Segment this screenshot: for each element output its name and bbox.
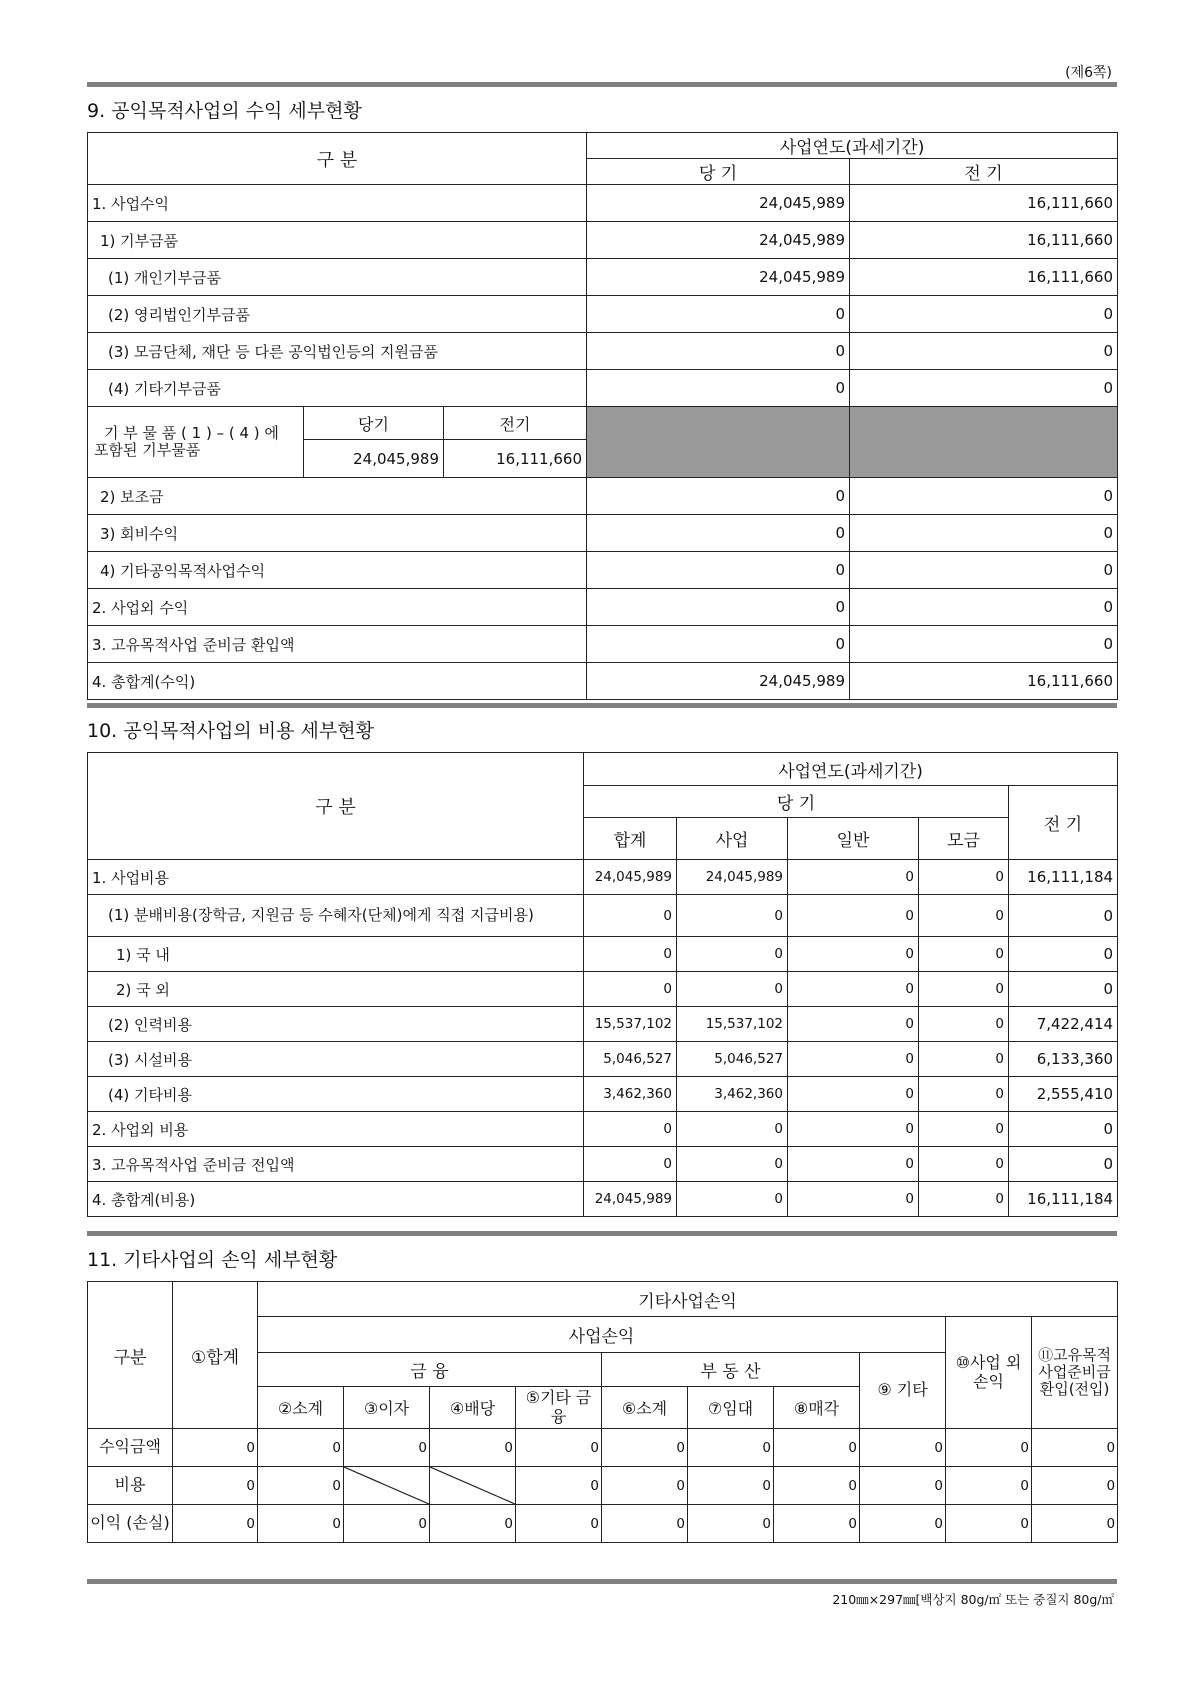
table-row <box>88 626 1118 663</box>
table-row <box>88 1077 1118 1112</box>
amount-value: 0 <box>1032 1467 1118 1505</box>
table-row <box>88 259 1118 296</box>
row-label: 수익금액 <box>88 1429 173 1467</box>
total-value: 24,045,989 <box>584 860 677 895</box>
previous-value: 2,555,410 <box>1009 1077 1118 1112</box>
category-header: 구분 <box>88 1282 173 1429</box>
business-value: 24,045,989 <box>677 860 788 895</box>
general-value: 0 <box>788 1077 919 1112</box>
dividend-header: ④배당 <box>430 1387 516 1429</box>
category-header: 구 분 <box>88 753 584 860</box>
row-label: 이익 (손실) <box>88 1505 173 1543</box>
previous-value: 0 <box>1009 972 1118 1007</box>
previous-value: 0 <box>850 589 1118 626</box>
finance-subtotal-header: ②소계 <box>258 1387 344 1429</box>
current-value: 0 <box>587 589 850 626</box>
amount-value: 0 <box>602 1505 688 1543</box>
previous-value: 0 <box>1009 895 1118 937</box>
total-value: 5,046,527 <box>584 1042 677 1077</box>
amount-value: 0 <box>344 1505 430 1543</box>
previous-value: 0 <box>1009 1147 1118 1182</box>
real-estate-header: 부 동 산 <box>602 1353 860 1387</box>
current-header: 당 기 <box>587 159 850 185</box>
diagonal-line <box>344 1467 429 1504</box>
amount-value: 0 <box>946 1505 1032 1543</box>
business-value: 0 <box>677 1147 788 1182</box>
current-value: 0 <box>587 370 850 407</box>
general-value: 0 <box>788 972 919 1007</box>
table-row <box>88 1182 1118 1217</box>
amount-value: 0 <box>602 1467 688 1505</box>
previous-value: 0 <box>850 626 1118 663</box>
previous-value: 0 <box>1009 1112 1118 1147</box>
table-row <box>88 1112 1118 1147</box>
current-value: 0 <box>587 478 850 515</box>
amount-value: 0 <box>516 1467 602 1505</box>
row-label: 1) 기부금품 <box>88 222 587 259</box>
current-header: 당 기 <box>584 786 1009 818</box>
amount-value: 0 <box>860 1429 946 1467</box>
amount-value: 0 <box>946 1429 1032 1467</box>
section9-title: 9. 공익목적사업의 수익 세부현황 <box>87 100 362 122</box>
row-label: 3. 고유목적사업 준비금 환입액 <box>88 626 587 663</box>
other-business-table <box>87 1281 1118 1543</box>
amount-value: 0 <box>774 1505 860 1543</box>
row-label: 비용 <box>88 1467 173 1505</box>
fundraising-value: 0 <box>919 1007 1009 1042</box>
reserve-header: ⑪고유목적사업준비금환입(전입) <box>1032 1317 1118 1429</box>
business-header: 사업 <box>677 818 788 860</box>
amount-value: 0 <box>774 1429 860 1467</box>
amount-value: 0 <box>946 1467 1032 1505</box>
category-header: 구 분 <box>88 133 587 185</box>
total-value: 24,045,989 <box>584 1182 677 1217</box>
row-label: 4. 총합계(수익) <box>88 663 587 700</box>
table-row <box>88 1042 1118 1077</box>
amount-value: 0 <box>516 1505 602 1543</box>
table-row <box>88 552 1118 589</box>
previous-value: 16,111,660 <box>850 259 1118 296</box>
total-header: 합계 <box>584 818 677 860</box>
previous-value: 6,133,360 <box>1009 1042 1118 1077</box>
current-value: 24,045,989 <box>587 185 850 222</box>
table-row <box>88 860 1118 895</box>
general-value: 0 <box>788 860 919 895</box>
table-row <box>88 1467 1118 1505</box>
row-label: 4) 기타공익목적사업수익 <box>88 552 587 589</box>
general-value: 0 <box>788 1042 919 1077</box>
table-row <box>88 185 1118 222</box>
current-value: 0 <box>587 626 850 663</box>
shaded-cell <box>587 407 850 478</box>
section10-title: 10. 공익목적사업의 비용 세부현황 <box>87 720 374 742</box>
fundraising-value: 0 <box>919 860 1009 895</box>
amount-value: 0 <box>860 1467 946 1505</box>
current-value: 24,045,989 <box>587 222 850 259</box>
total-value: 0 <box>584 895 677 937</box>
business-value: 0 <box>677 1112 788 1147</box>
previous-value: 16,111,660 <box>850 663 1118 700</box>
row-label: (1) 분배비용(장학금, 지원금 등 수혜자(단체)에게 직접 지급비용) <box>88 895 584 937</box>
amount-value: 0 <box>258 1505 344 1543</box>
not-applicable-cell <box>430 1467 516 1505</box>
fundraising-value: 0 <box>919 1147 1009 1182</box>
previous-value: 0 <box>850 370 1118 407</box>
row-label: 1) 국 내 <box>88 937 584 972</box>
other-header: ⑨ 기타 <box>860 1353 946 1429</box>
revenue-table <box>87 132 1118 700</box>
table-row <box>88 1007 1118 1042</box>
table-row <box>88 370 1118 407</box>
fundraising-value: 0 <box>919 1112 1009 1147</box>
general-value: 0 <box>788 1007 919 1042</box>
row-label: (2) 영리법인기부금품 <box>88 296 587 333</box>
amount-value: 0 <box>688 1467 774 1505</box>
table-row <box>88 895 1118 937</box>
current-value: 0 <box>587 296 850 333</box>
current-value: 0 <box>587 333 850 370</box>
amount-value: 0 <box>688 1429 774 1467</box>
amount-value: 0 <box>1032 1429 1118 1467</box>
row-label: 2. 사업외 비용 <box>88 1112 584 1147</box>
paper-spec-note: 210㎜×297㎜[백상지 80g/㎡ 또는 중질지 80g/㎡ <box>832 1592 1114 1607</box>
amount-value: 0 <box>258 1467 344 1505</box>
general-value: 0 <box>788 895 919 937</box>
table-row <box>88 296 1118 333</box>
current-value: 24,045,989 <box>587 663 850 700</box>
amount-value: 0 <box>774 1467 860 1505</box>
business-value: 0 <box>677 1182 788 1217</box>
total-header: ①합계 <box>173 1282 258 1429</box>
shaded-cell <box>850 407 1118 478</box>
row-label: (2) 인력비용 <box>88 1007 584 1042</box>
business-value: 5,046,527 <box>677 1042 788 1077</box>
fundraising-value: 0 <box>919 937 1009 972</box>
previous-value: 0 <box>850 515 1118 552</box>
previous-value: 16,111,660 <box>850 222 1118 259</box>
amount-value: 0 <box>430 1505 516 1543</box>
table-row <box>88 937 1118 972</box>
general-value: 0 <box>788 1147 919 1182</box>
amount-value: 0 <box>516 1429 602 1467</box>
amount-value: 0 <box>860 1505 946 1543</box>
other-pl-header: 기타사업손익 <box>258 1282 1118 1317</box>
row-label: 1. 사업비용 <box>88 860 584 895</box>
row-label: (4) 기타기부금품 <box>88 370 587 407</box>
previous-value: 0 <box>850 552 1118 589</box>
row-label: 2) 보조금 <box>88 478 587 515</box>
amount-value: 0 <box>173 1505 258 1543</box>
expense-table <box>87 752 1118 1217</box>
row-label: (3) 모금단체, 재단 등 다른 공익법인등의 지원금품 <box>88 333 587 370</box>
row-label: 4. 총합계(비용) <box>88 1182 584 1217</box>
goods-current-value: 24,045,989 <box>304 440 444 478</box>
total-value: 0 <box>584 1147 677 1182</box>
goods-previous-header: 전기 <box>444 407 587 440</box>
previous-value: 0 <box>850 333 1118 370</box>
previous-value: 7,422,414 <box>1009 1007 1118 1042</box>
fundraising-value: 0 <box>919 1042 1009 1077</box>
general-value: 0 <box>788 1112 919 1147</box>
period-header: 사업연도(과세기간) <box>584 753 1118 786</box>
fundraising-value: 0 <box>919 1077 1009 1112</box>
row-label: 2. 사업외 수익 <box>88 589 587 626</box>
section11-title: 11. 기타사업의 손익 세부현황 <box>87 1249 338 1271</box>
other-finance-header: ⑤기타 금융 <box>516 1387 602 1429</box>
row-label: 1. 사업수익 <box>88 185 587 222</box>
amount-value: 0 <box>430 1429 516 1467</box>
amount-value: 0 <box>258 1429 344 1467</box>
page-number: (제6쪽) <box>1065 65 1112 81</box>
previous-value: 16,111,660 <box>850 185 1118 222</box>
section9-bottom-rule <box>87 703 1117 708</box>
row-label: 2) 국 외 <box>88 972 584 1007</box>
goods-label <box>88 407 304 478</box>
fundraising-value: 0 <box>919 895 1009 937</box>
interest-header: ③이자 <box>344 1387 430 1429</box>
row-label: 3) 회비수익 <box>88 515 587 552</box>
previous-value: 16,111,184 <box>1009 1182 1118 1217</box>
table-row <box>88 1147 1118 1182</box>
general-value: 0 <box>788 937 919 972</box>
table-row <box>88 1429 1118 1467</box>
top-divider <box>87 82 1117 87</box>
realestate-subtotal-header: ⑥소계 <box>602 1387 688 1429</box>
total-value: 0 <box>584 1112 677 1147</box>
goods-current-header: 당기 <box>304 407 444 440</box>
current-value: 24,045,989 <box>587 259 850 296</box>
row-label: (4) 기타비용 <box>88 1077 584 1112</box>
fundraising-value: 0 <box>919 972 1009 1007</box>
sale-header: ⑧매각 <box>774 1387 860 1429</box>
business-value: 0 <box>677 937 788 972</box>
table-row <box>88 1505 1118 1543</box>
row-label: (1) 개인기부금품 <box>88 259 587 296</box>
amount-value: 0 <box>173 1429 258 1467</box>
table-row <box>88 222 1118 259</box>
total-value: 0 <box>584 972 677 1007</box>
business-pl-header: 사업손익 <box>258 1317 946 1353</box>
finance-header: 금 융 <box>258 1353 602 1387</box>
general-value: 0 <box>788 1182 919 1217</box>
period-header: 사업연도(과세기간) <box>587 133 1118 159</box>
previous-value: 0 <box>850 296 1118 333</box>
previous-value: 0 <box>1009 937 1118 972</box>
total-value: 15,537,102 <box>584 1007 677 1042</box>
section10-bottom-rule <box>87 1231 1117 1236</box>
total-value: 0 <box>584 937 677 972</box>
row-label: (3) 시설비용 <box>88 1042 584 1077</box>
previous-header: 전 기 <box>1009 786 1118 860</box>
row-label: 3. 고유목적사업 준비금 전입액 <box>88 1147 584 1182</box>
table-row <box>88 515 1118 552</box>
not-applicable-cell <box>344 1467 430 1505</box>
table-row <box>88 589 1118 626</box>
bottom-divider <box>87 1579 1117 1584</box>
fundraising-header: 모금 <box>919 818 1009 860</box>
goods-previous-value: 16,111,660 <box>444 440 587 478</box>
goods-label-line1: 기 부 물 품 ( 1 ) – ( 4 ) 에 <box>104 423 279 442</box>
table-row <box>88 478 1118 515</box>
non-business-pl-header: ⑩사업 외손익 <box>946 1317 1032 1429</box>
previous-value: 16,111,184 <box>1009 860 1118 895</box>
amount-value: 0 <box>173 1467 258 1505</box>
previous-value: 0 <box>850 478 1118 515</box>
total-value: 3,462,360 <box>584 1077 677 1112</box>
amount-value: 0 <box>1032 1505 1118 1543</box>
business-value: 3,462,360 <box>677 1077 788 1112</box>
previous-header: 전 기 <box>850 159 1118 185</box>
table-row <box>88 663 1118 700</box>
amount-value: 0 <box>344 1429 430 1467</box>
amount-value: 0 <box>602 1429 688 1467</box>
business-value: 0 <box>677 972 788 1007</box>
current-value: 0 <box>587 552 850 589</box>
fundraising-value: 0 <box>919 1182 1009 1217</box>
table-row <box>88 333 1118 370</box>
table-row <box>88 972 1118 1007</box>
rent-header: ⑦임대 <box>688 1387 774 1429</box>
business-value: 0 <box>677 895 788 937</box>
general-header: 일반 <box>788 818 919 860</box>
amount-value: 0 <box>688 1505 774 1543</box>
business-value: 15,537,102 <box>677 1007 788 1042</box>
diagonal-line <box>430 1467 515 1504</box>
goods-label-line2: 포함된 기부물품 <box>94 441 201 459</box>
current-value: 0 <box>587 515 850 552</box>
